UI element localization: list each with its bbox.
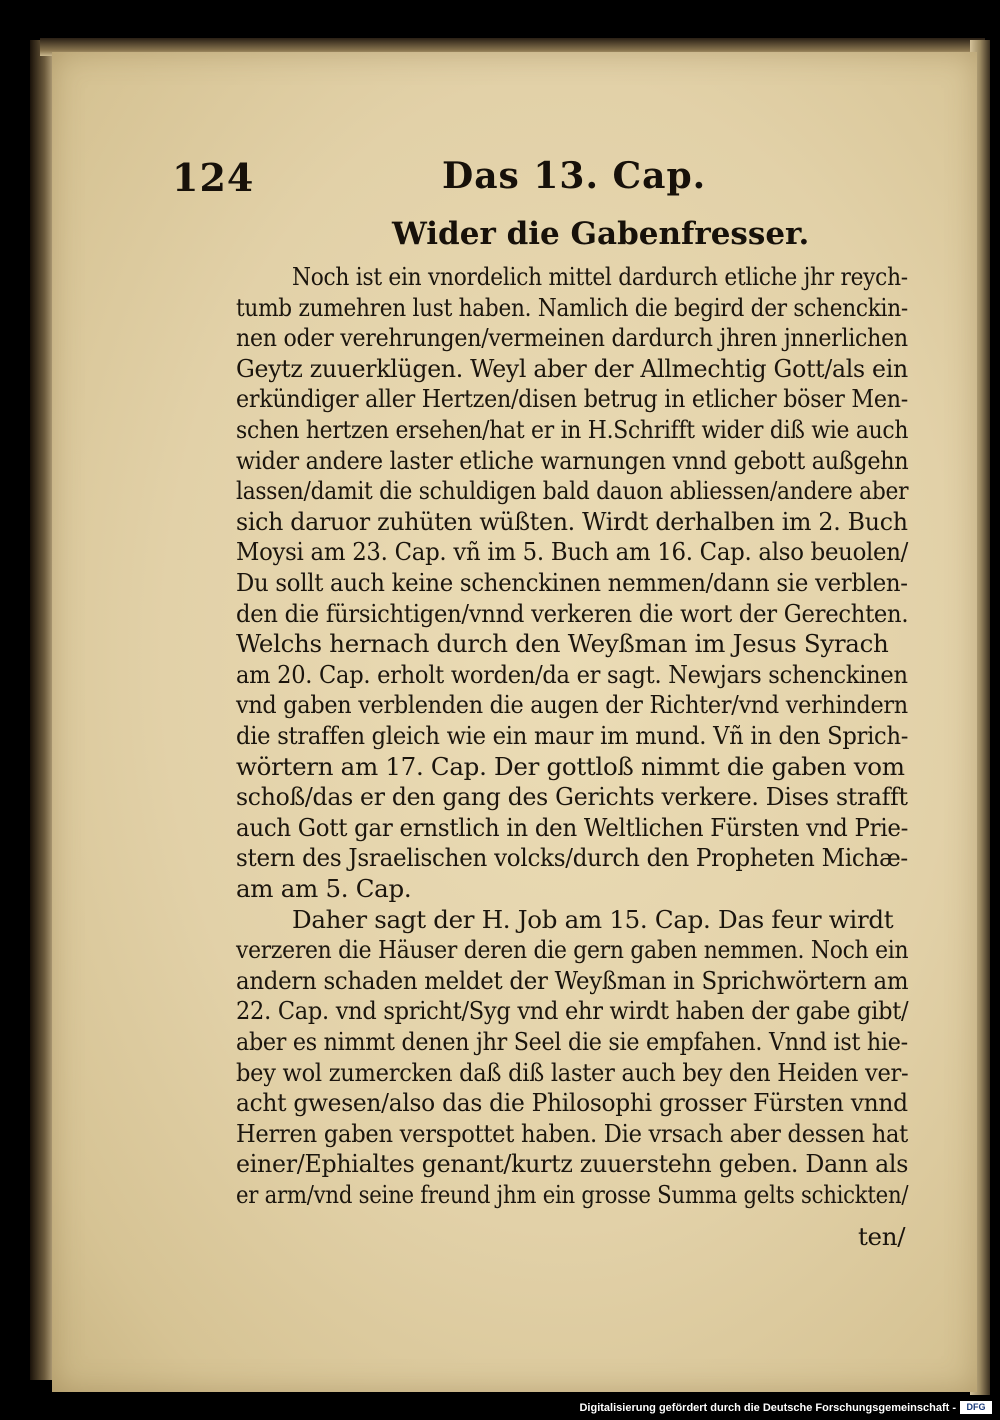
page-header (172, 155, 892, 205)
text-line: Daher sagt der H. Job am 15. Cap. Das feur wirdt (292, 904, 894, 934)
text-line: auch Gott gar ernstlich in den Weltlichen Fürsten vnd Prie- (236, 812, 909, 842)
text-line: Herren gaben verspottet haben. Die vrsach aber dessen hat (236, 1118, 908, 1148)
dfg-logo: DFG (960, 1401, 992, 1414)
section-title: Wider die Gabenfresser. (392, 216, 810, 252)
text-line: acht gwesen/also das die Philosophi grosser Fürsten vnnd (236, 1088, 908, 1118)
text-line: stern des Jsraelischen volcks/durch den Propheten Michæ- (236, 843, 908, 873)
text-line: Welchs hernach durch den Weyßman im Jesus Syrach (236, 629, 889, 659)
text-line: schoß/das er den gang des Gerichts verkere. Dises strafft (236, 782, 908, 812)
text-line: am 20. Cap. erholt worden/da er sagt. Newjars schenckinen (236, 659, 908, 689)
text-line: Geytz zuuerklügen. Weyl aber der Allmechtig Gott/als ein (236, 353, 908, 383)
text-line: Moysi am 23. Cap. vñ im 5. Buch am 16. Cap. also beuolen/ (236, 537, 909, 567)
text-line: er arm/vnd seine freund jhm ein grosse Summa gelts schickten/ (236, 1180, 909, 1209)
text-line: verzeren die Häuser deren die gern gaben nemmen. Noch ein (236, 935, 909, 965)
text-line: wörtern am 17. Cap. Der gottloß nimmt die gaben vom (236, 751, 905, 781)
catchword: ten/ (858, 1222, 906, 1251)
text-line: nen oder verehrungen/vermeinen dardurch jhren jnnerlichen (236, 323, 908, 353)
text-line: schen hertzen ersehen/hat er in H.Schrifft wider diß wie auch (236, 415, 909, 444)
text-line: lassen/damit die schuldigen bald dauon abliessen/andere aber (236, 476, 909, 506)
text-line: 22. Cap. vnd spricht/Syg vnd ehr wirdt haben der gabe gibt/ (236, 996, 909, 1026)
text-line: andern schaden meldet der Weyßman in Sprichwörtern am (236, 965, 909, 995)
text-line: Noch ist ein vnordelich mittel dardurch etliche jhr reych- (292, 262, 908, 291)
running-head: Das 13. Cap. (442, 155, 707, 197)
text-line: die straffen gleich wie ein maur im mund. Vñ in den Sprich- (236, 721, 909, 750)
text-line: aber es nimmt denen jhr Seel die sie empfahen. Vnnd ist hie- (236, 1027, 908, 1056)
text-line: tumb zumehren lust haben. Namlich die begird der schenckin- (236, 292, 908, 322)
text-line: den die fürsichtigen/vnnd verkeren die wort der Gerechten. (236, 598, 909, 628)
text-line: vnd gaben verblenden die augen der Richter/vnd verhindern (236, 690, 908, 720)
page-number: 124 (172, 155, 255, 200)
page-edge-left (30, 40, 54, 1380)
text-line: wider andere laster etliche warnungen vnnd gebott außgehn (236, 445, 909, 475)
text-line: bey wol zumercken daß diß laster auch bey den Heiden ver- (236, 1057, 909, 1087)
text-line: einer/Ephialtes genant/kurtz zuuerstehn geben. Dann als (236, 1149, 909, 1179)
text-line: sich daruor zuhüten wüßten. Wirdt derhalben im 2. Buch (236, 506, 908, 536)
text-line: erkündiger aller Hertzen/disen betrug in etlicher böser Men- (236, 384, 908, 414)
text-line: am am 5. Cap. (236, 874, 412, 903)
text-line: Du sollt auch keine schenckinen nemmen/dann sie verblen- (236, 568, 908, 597)
footer-credit: Digitalisierung gefördert durch die Deutsche Forschungsgemeinschaft - (579, 1402, 956, 1414)
